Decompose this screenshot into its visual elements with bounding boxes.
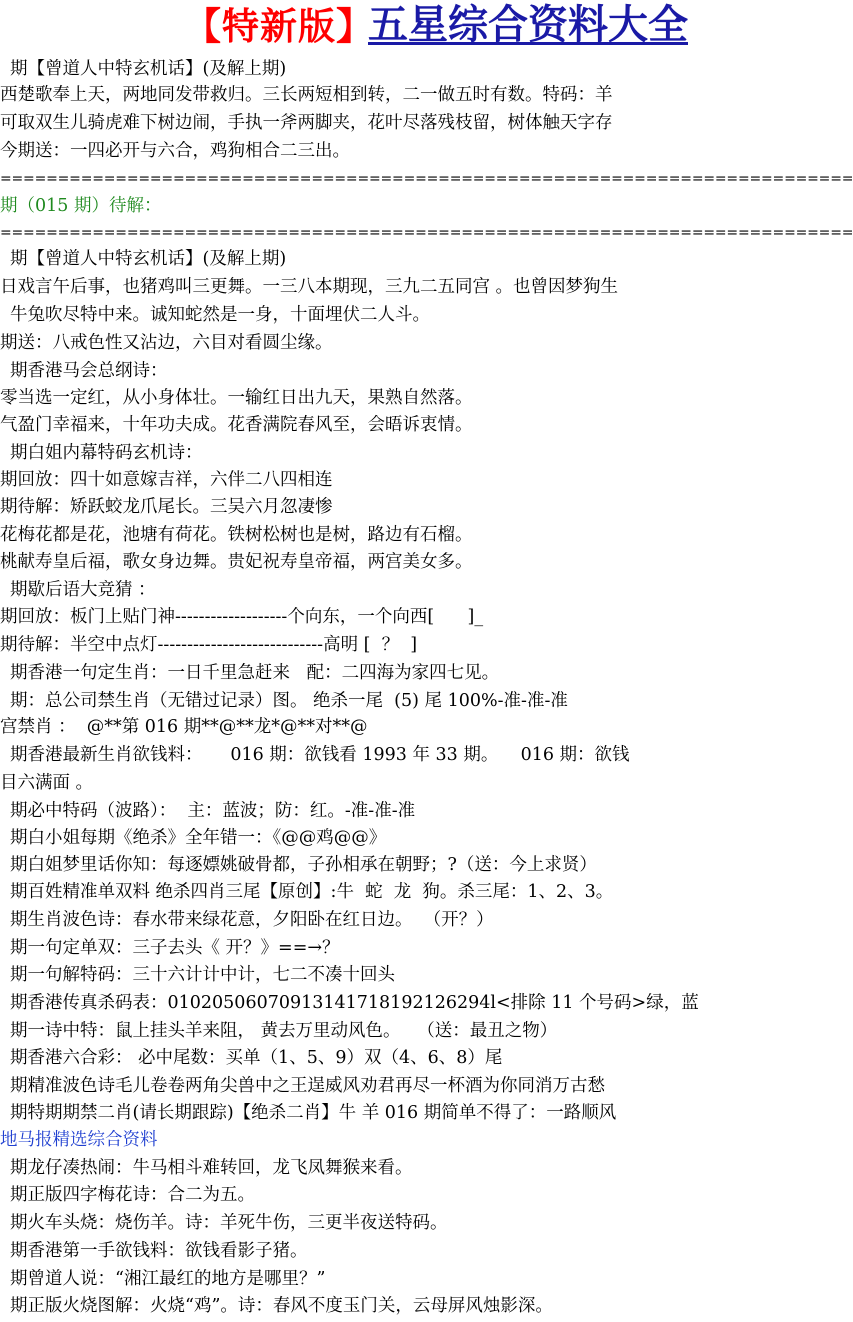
text-line: 期特期期禁二肖(请长期跟踪)【绝杀二肖】牛 羊 016 期简单不得了：一路顺风 — [10, 1103, 617, 1123]
text-line: 期香港最新生肖欲钱料： 016 期：欲钱看 1993 年 33 期。 016 期：欲钱 — [10, 745, 630, 765]
text-line: 期歇后语大竞猜 ： — [10, 580, 156, 600]
text-line: 期香港一句定生肖：一日千里急赶来 配：二四海为家四七见。 — [10, 663, 500, 683]
text-line: 期一诗中特：鼠上挂头羊来阻， 黄去万里动风色。 （送：最丑之物） — [10, 1021, 558, 1041]
text-line: 期送：八戒色性又沾边，六目对看圆尘缘。 — [0, 333, 333, 353]
text-line: 期白姐内幕特码玄机诗： — [10, 443, 203, 463]
text-line: 宫禁肖 ： @**第 016 期**@**龙*@**对**@ — [0, 717, 368, 737]
text-line: 西楚歌奉上天，两地同发带救归。三长两短相到转，二一做五时有数。特码：羊 — [0, 85, 613, 105]
text-line: 期龙仔凑热闹：牛马相斗难转回，龙飞凤舞猴来看。 — [10, 1158, 413, 1178]
text-line: 花梅花都是花，池塘有荷花。铁树松树也是树，路边有石榴。 — [0, 525, 473, 545]
text-line: 今期送：一四必开与六合，鸡狗相合二三出。 — [0, 141, 350, 161]
separator-line: ========================================================================== — [0, 171, 853, 187]
text-line: 期生肖波色诗：春水带来绿花意，夕阳卧在红日边。 （开？） — [10, 910, 494, 930]
separator-line: ========================================================================== — [0, 225, 853, 241]
text-line: 期【曾道人中特玄机话】(及解上期) — [10, 59, 287, 79]
text-line: 气盈门幸福来，十年功夫成。花香满院春风至，会晤诉衷情。 — [0, 415, 473, 435]
text-line: 牛兔吹尽特中来。诚知蛇然是一身，十面埋伏二人斗。 — [10, 305, 430, 325]
text-line: 期：总公司禁生肖（无错过记录）图。 绝杀一尾 (5) 尾 100%-准-准-准 — [10, 691, 568, 711]
text-line: 期一句解特码：三十六计计中计，七二不凑十回头 — [10, 965, 395, 985]
title-main: 五星综合资料大全 — [368, 1, 688, 48]
text-line: 期白小姐每期《绝杀》全年错一：《@@鸡@@》 — [10, 828, 387, 848]
text-line: 目六满面 。 — [0, 773, 94, 793]
text-line: 期香港六合彩： 必中尾数：买单（1、5、9）双（4、6、8）尾 — [10, 1048, 503, 1068]
text-line: 日戏言午后事，也猪鸡叫三更舞。一三八本期现，三九二五同宫 。也曾因梦狗生 — [0, 277, 619, 297]
text-line: 期曾道人说：“湘江最红的地方是哪里？” — [10, 1269, 326, 1289]
text-line: 期精准波色诗毛儿卷卷两角尖兽中之王逞威风劝君再尽一杯酒为你同消万古愁 — [10, 1076, 605, 1096]
text-line: 期百姓精准单双料 绝杀四肖三尾【原创】:牛 蛇 龙 狗。杀三尾：1、2、3。 — [10, 882, 614, 902]
text-line: 期待解：半空中点灯----------------------------高明 [ ？ ] — [0, 635, 418, 655]
text-line: 地马报精选综合资料 — [0, 1130, 158, 1150]
text-line: 期正版火烧图解：火烧“鸡”。诗：春风不度玉门关，云母屏风烛影深。 — [10, 1296, 553, 1316]
text-line: 期一句定单双：三子去头《 开？》==→？ — [10, 938, 340, 958]
text-line: 期香港传真杀码表：01020506070913141718192126294l<排除 11 个号码>绿，蓝 — [10, 993, 699, 1013]
text-line: 零当选一定红，从小身体壮。一输红日出九天，果熟自然落。 — [0, 388, 473, 408]
text-line: 期【曾道人中特玄机话】(及解上期) — [10, 249, 287, 269]
text-line: 期香港第一手欲钱料：欲钱看影子猪。 — [10, 1241, 308, 1261]
text-line: 期回放：四十如意嫁吉祥，六伴二八四相连 — [0, 470, 333, 490]
text-line: 期正版四字梅花诗：合二为五。 — [10, 1185, 255, 1205]
text-line: 期待解：矫跃蛟龙爪尾长。三吴六月忽凄惨 — [0, 497, 333, 517]
text-line: 可取双生儿骑虎难下树边闹，手执一斧两脚夹，花叶尽落残枝留，树体触天字存 — [0, 113, 613, 133]
text-line: 期香港马会总纲诗： — [10, 361, 168, 381]
text-line: 期白姐梦里话你知：每逐嫖姚破骨都，子孙相承在朝野；?（送：今上求贤） — [10, 855, 597, 875]
text-line: 桃献寿皇后福，歌女身边舞。贵妃祝寿皇帝福，两宫美女多。 — [0, 552, 473, 572]
text-line: 期回放：板门上贴门神-------------------个向东，一个向西[ ]_ — [0, 607, 484, 627]
text-line: 期（015 期）待解： — [0, 196, 162, 216]
title-edition: 【特新版】 — [184, 4, 374, 48]
text-line: 期火车头烧：烧伤羊。诗：羊死牛伤，三更半夜送特码。 — [10, 1213, 448, 1233]
text-line: 期必中特码（波路）： 主：蓝波；防：红。-准-准-准 — [10, 801, 416, 821]
